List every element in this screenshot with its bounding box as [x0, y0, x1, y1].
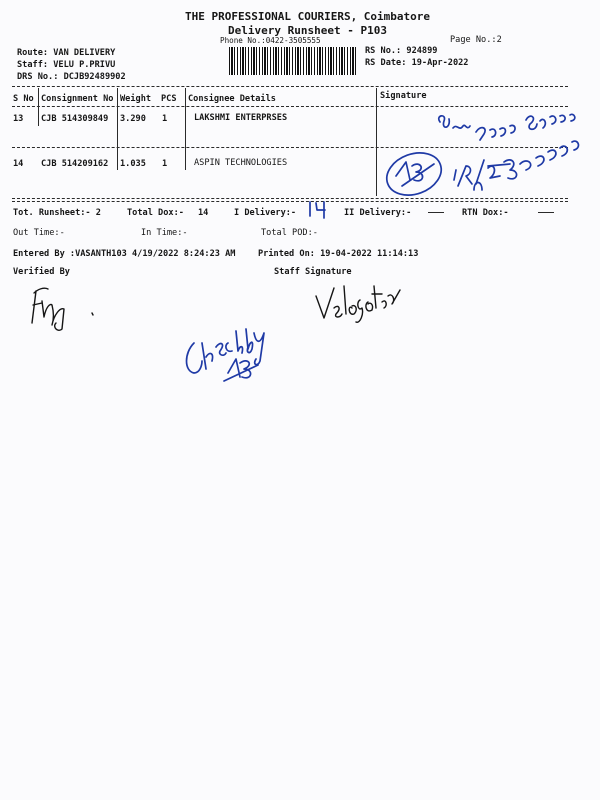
table-row-pcs: 1 — [162, 159, 168, 169]
table-row-pcs: 1 — [162, 114, 168, 124]
ii-delivery-label: II Delivery:- — [344, 208, 412, 218]
document-title: Delivery Runsheet - P103 — [228, 24, 387, 37]
receiver-signature-handwriting — [380, 104, 590, 200]
drs-number: DRS No.: DCJB92489902 — [17, 72, 126, 82]
barcode — [229, 47, 356, 75]
company-name: THE PROFESSIONAL COURIERS, Coimbatore — [185, 10, 431, 23]
verified-by-label: Verified By — [13, 267, 70, 277]
column-header-pcs: PCS — [161, 94, 177, 104]
total-dox-value: 14 — [198, 208, 209, 218]
total-dox-label: Total Dox:- — [127, 208, 184, 218]
blank-mark — [538, 212, 554, 213]
column-divider — [185, 88, 186, 170]
table-row-consignee: LAKSHMI ENTERPRSES — [194, 113, 288, 123]
table-row-consignment: CJB 514309849 — [41, 114, 109, 124]
table-row-consignee: ASPIN TECHNOLOGIES — [194, 158, 288, 168]
table-top-rule — [12, 86, 568, 87]
staff-signature-label: Staff Signature — [274, 267, 352, 277]
staff-label: Staff: VELU P.PRIVU — [17, 60, 116, 70]
column-header-sno: S No — [13, 94, 34, 104]
entered-by: Entered By :VASANTH103 4/19/2022 8:24:23 AM — [13, 249, 236, 259]
in-time: In Time:- — [141, 228, 188, 238]
column-header-signature: Signature — [380, 91, 427, 101]
printed-on: Printed On: 19-04-2022 11:14:13 — [258, 249, 419, 259]
verified-by-signature — [28, 283, 108, 333]
i-delivery-label: I Delivery:- — [234, 208, 297, 218]
rs-date: RS Date: 19-Apr-2022 — [365, 58, 469, 68]
blank-mark — [428, 212, 444, 213]
column-divider — [38, 88, 39, 126]
column-header-consignment: Consignment No — [41, 94, 114, 104]
rs-number: RS No.: 924899 — [365, 46, 438, 56]
phone-number: Phone No.:0422-3505555 — [220, 36, 321, 45]
checked-by-signature — [180, 303, 280, 385]
table-row-consignment: CJB 514209162 — [41, 159, 109, 169]
column-divider — [376, 88, 377, 196]
page-number: Page No.:2 — [450, 35, 502, 45]
column-divider — [117, 88, 118, 170]
summary-rule — [12, 201, 568, 202]
column-header-consignee: Consignee Details — [188, 94, 276, 104]
table-row-weight: 1.035 — [120, 159, 146, 169]
total-pod: Total POD:- — [261, 228, 318, 238]
tot-runsheet: Tot. Runsheet:- 2 — [13, 208, 101, 218]
rtn-dox-label: RTN Dox:- — [462, 208, 509, 218]
staff-signature-handwriting — [312, 278, 412, 328]
column-header-weight: Weight — [120, 94, 152, 104]
delivery-count-handwriting — [307, 200, 331, 220]
table-row-weight: 3.290 — [120, 114, 146, 124]
table-row-sno: 14 — [13, 159, 24, 169]
route-label: Route: VAN DELIVERY — [17, 48, 116, 58]
table-row-sno: 13 — [13, 114, 24, 124]
out-time: Out Time:- — [13, 228, 65, 238]
